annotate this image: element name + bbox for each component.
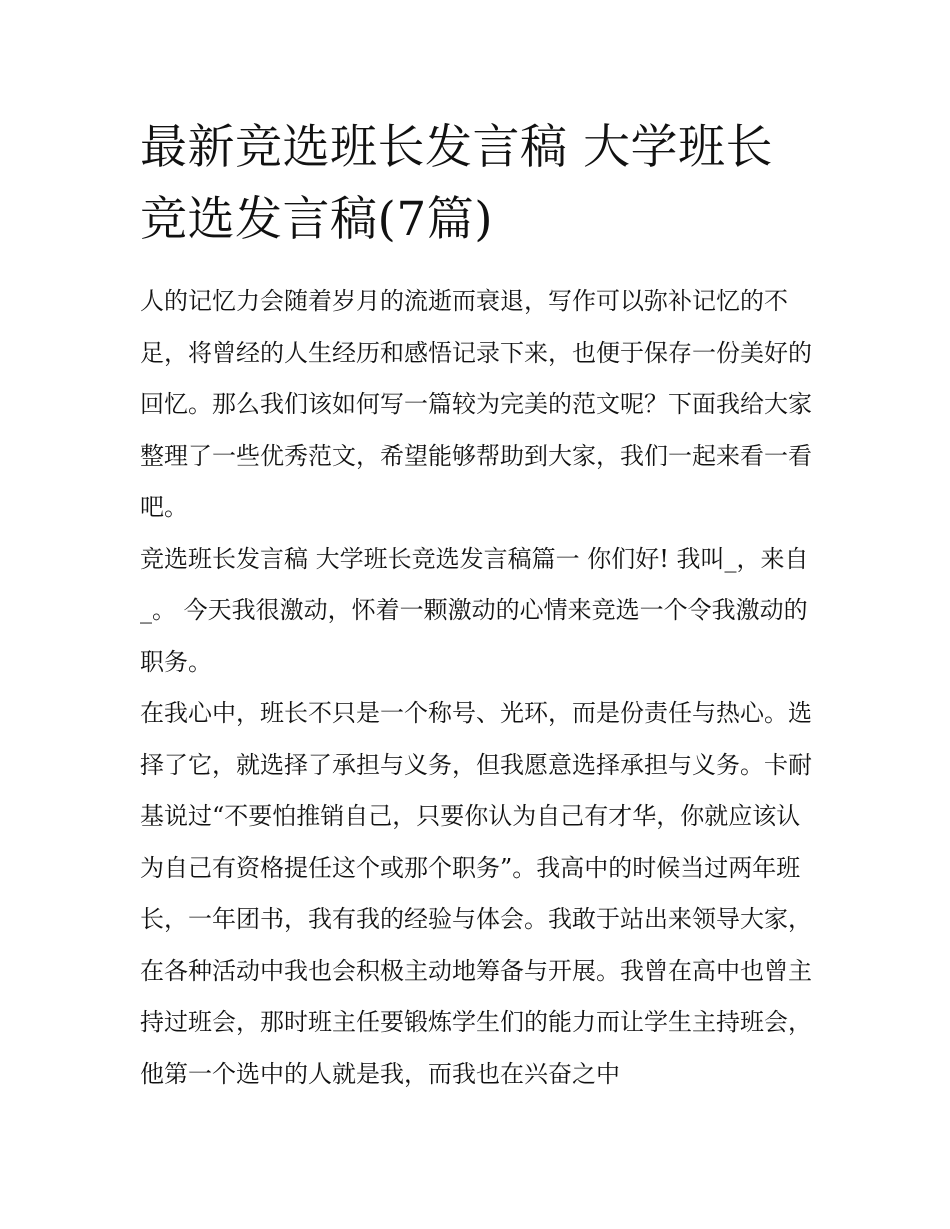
intro-paragraph: 人的记忆力会随着岁月的流逝而衰退，写作可以弥补记忆的不足，将曾经的人生经历和感悟记录下来，也便于保存一份美好的回忆。那么我们该如何写一篇较为完美的范文呢？下面我给大家整理了一些优秀范文，希望能够帮助到大家，我们一起来看一看吧。 xyxy=(140,287,812,521)
speech-body-paragraph: 在我心中，班长不只是一个称号、光环，而是份责任与热心。选择了它，就选择了承担与义务，但我愿意选择承担与义务。卡耐基说过“不要怕推销自己，只要你认为自己有才华，你就应该认为自己有资格提任这个或那个职务”。我高中的时候当过两年班长，一年团书，我有我的经验与体会。我敢于站出来领导大家，在各种活动中我也会积极主动地筹备与开展。我曾在高中也曾主持过班会，那时班主任要锻炼学生们的能力而让学生主持班会，他第一个选中的人就是我，而我也在兴奋之中 xyxy=(140,699,812,1088)
speech-opening-paragraph: 竞选班长发言稿 大学班长竞选发言稿篇一 你们好! 我叫_，来自_。 今天我很激动，怀着一颗激动的心情来竞选一个令我激动的职务。 xyxy=(140,544,809,676)
document-body xyxy=(140,276,815,1100)
document-title: 最新竞选班长发言稿 大学班长竞选发言稿(7篇) xyxy=(140,120,773,247)
